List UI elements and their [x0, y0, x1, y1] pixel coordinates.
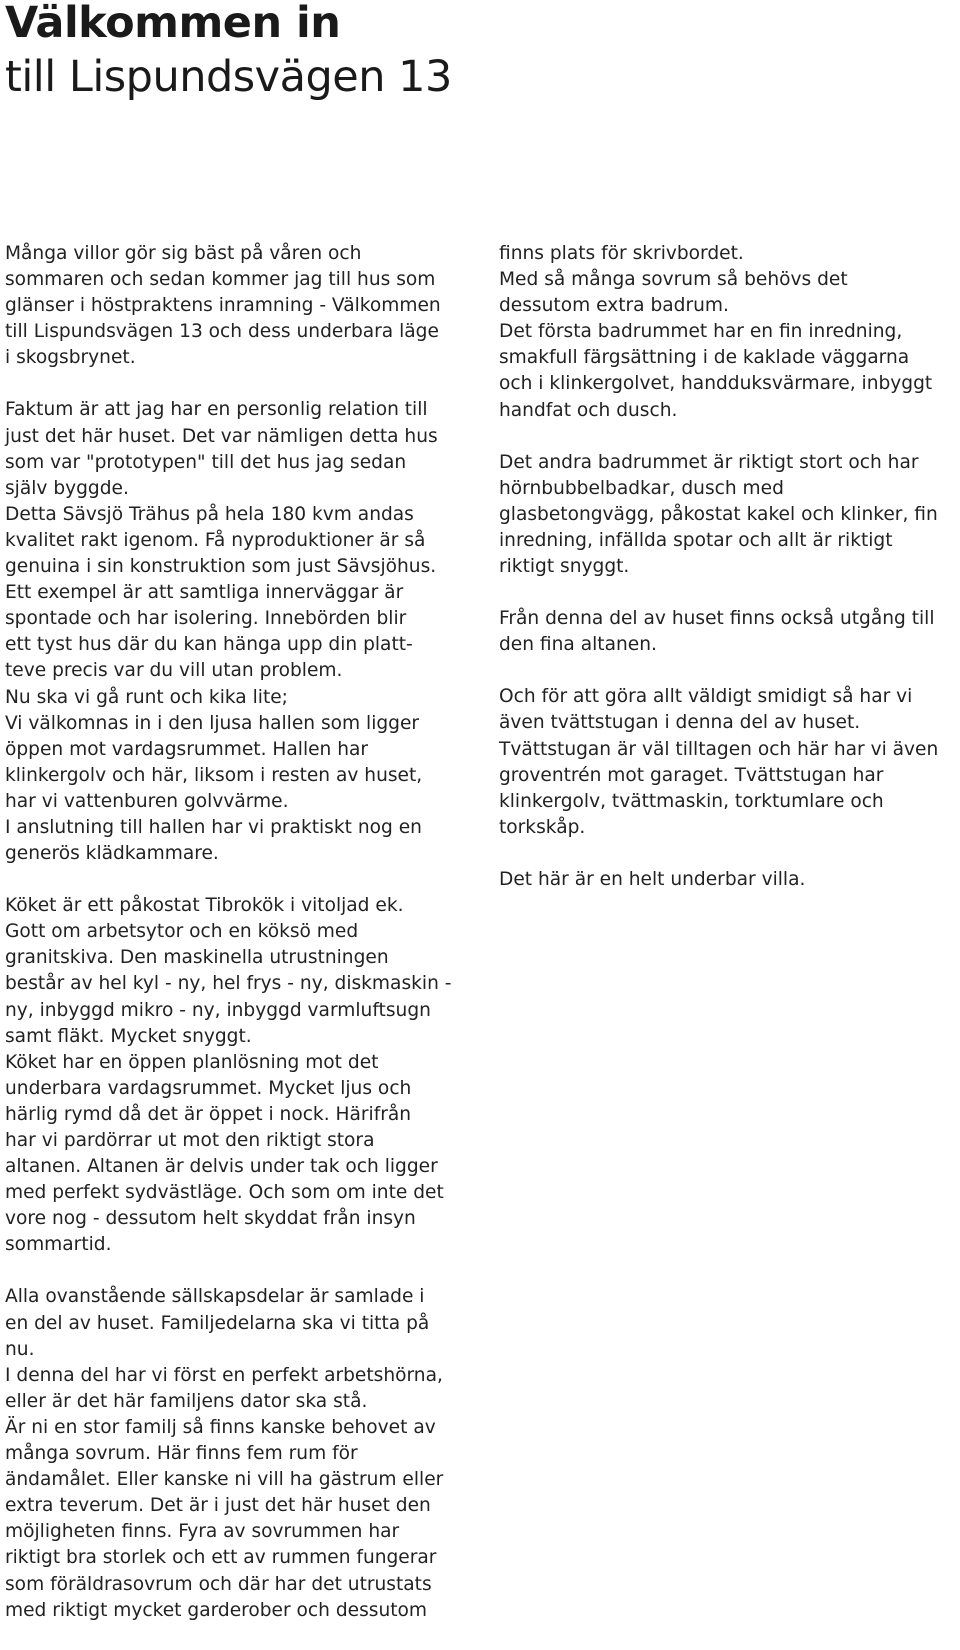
- text-line: kvalitet rakt igenom. Få nyproduktioner är så: [5, 529, 426, 551]
- text-line: öppen mot vardagsrummet. Hallen har: [5, 738, 369, 760]
- paragraph: [499, 606, 960, 658]
- text-line: ett tyst hus där du kan hänga upp din platt-: [5, 634, 413, 656]
- text-line: Det andra badrummet är riktigt stort och har: [499, 451, 919, 473]
- text-line: Det första badrummet har en fin inredning,: [499, 321, 903, 343]
- right-text-column: [499, 241, 960, 919]
- left-text-column: [5, 241, 475, 1650]
- text-line: Vi välkomnas in i den ljusa hallen som ligger: [5, 712, 420, 734]
- text-line: extra teverum. Det är i just det här huset den: [5, 1495, 431, 1517]
- text-line: nu.: [5, 1338, 35, 1360]
- paragraph: [5, 241, 475, 371]
- text-line: Med så många sovrum så behövs det: [499, 269, 848, 291]
- text-line: handfat och dusch.: [499, 399, 678, 421]
- text-line: finns plats för skrivbordet.: [499, 243, 744, 264]
- text-line: Från denna del av huset finns också utgång till: [499, 608, 935, 630]
- title-line-2: till Lispundsvägen 13: [5, 52, 452, 102]
- text-line: genuina i sin konstruktion som just Sävsjöhus.: [5, 556, 437, 578]
- text-line: underbara vardagsrummet. Mycket ljus och: [5, 1077, 412, 1099]
- text-line: Köket har en öppen planlösning mot det: [5, 1051, 379, 1073]
- text-line: Faktum är att jag har en personlig relation till: [5, 399, 428, 421]
- text-line: teve precis var du vill utan problem.: [5, 660, 343, 682]
- paragraph: [499, 867, 960, 893]
- text-line: eller är det här familjens dator ska stå.: [5, 1390, 368, 1412]
- text-line: Gott om arbetsytor och en köksö med: [5, 921, 359, 943]
- text-line: Är ni en stor familj så finns kanske behovet av: [5, 1416, 436, 1438]
- text-line: glänser i höstpraktens inramning - Välkommen: [5, 295, 441, 317]
- text-line: riktigt bra storlek och ett av rummen fungerar: [5, 1547, 437, 1569]
- text-line: smakfull färgsättning i de kaklade väggarna: [499, 347, 910, 369]
- page-title: [5, 0, 905, 107]
- text-line: ny, inbyggd mikro - ny, inbyggd varmluftsugn: [5, 999, 431, 1021]
- text-line: glasbetongvägg, påkostat kakel och klinker, fin: [499, 503, 938, 525]
- paragraph: [499, 684, 960, 841]
- text-line: och i klinkergolvet, handduksvärmare, inbyggt: [499, 373, 933, 395]
- text-line: vore nog - dessutom helt skyddat från insyn: [5, 1208, 416, 1230]
- text-line: klinkergolv, tvättmaskin, torktumlare och: [499, 790, 884, 812]
- text-line: torkskåp.: [499, 816, 586, 838]
- text-line: ändamålet. Eller kanske ni vill ha gästrum eller: [5, 1469, 444, 1491]
- text-line: Ett exempel är att samtliga innerväggar är: [5, 582, 404, 604]
- text-line: generös klädkammare.: [5, 843, 219, 865]
- text-line: som föräldrasovrum och där har det utrustats: [5, 1573, 432, 1595]
- text-line: Tvättstugan är väl tilltagen och här har vi även: [499, 738, 939, 760]
- paragraph: [5, 1284, 475, 1623]
- text-line: har vi pardörrar ut mot den riktigt stora: [5, 1130, 375, 1151]
- text-line: möjligheten finns. Fyra av sovrummen har: [5, 1521, 400, 1543]
- text-line: spontade och har isolering. Innebörden blir: [5, 608, 407, 630]
- text-line: Alla ovanstående sällskapsdelar är samlade i: [5, 1286, 425, 1308]
- text-line: I anslutning till hallen har vi praktiskt nog en: [5, 816, 422, 838]
- text-line: dessutom extra badrum.: [499, 295, 729, 317]
- text-line: Nu ska vi gå runt och kika lite;: [5, 686, 288, 708]
- text-line: i skogsbrynet.: [5, 347, 136, 369]
- text-line: till Lispundsvägen 13 och dess underbara läge: [5, 321, 439, 343]
- text-line: riktigt snyggt.: [499, 556, 630, 578]
- text-line: groventrén mot garaget. Tvättstugan har: [499, 764, 884, 786]
- text-line: själv byggde.: [5, 477, 129, 499]
- paragraph: [5, 397, 475, 867]
- text-line: den fina altanen.: [499, 634, 657, 656]
- text-line: Och för att göra allt väldigt smidigt så har vi: [499, 686, 913, 708]
- text-line: granitskiva. Den maskinella utrustningen: [5, 947, 389, 969]
- text-line: Köket är ett påkostat Tibrokök i vitoljad ek.: [5, 895, 404, 917]
- text-line: Många villor gör sig bäst på våren och: [5, 243, 362, 264]
- title-line-1: Välkommen in: [5, 0, 341, 48]
- text-line: Det här är en helt underbar villa.: [499, 868, 806, 890]
- text-line: härlig rymd då det är öppet i nock. Härifrån: [5, 1103, 412, 1125]
- text-line: just det här huset. Det var nämligen detta hus: [5, 425, 438, 447]
- text-line: samt fläkt. Mycket snyggt.: [5, 1025, 252, 1047]
- text-line: som var "prototypen" till det hus jag sedan: [5, 451, 407, 473]
- text-line: sommartid.: [5, 1234, 112, 1256]
- text-line: Detta Sävsjö Trähus på hela 180 kvm andas: [5, 503, 414, 525]
- text-line: med riktigt mycket garderober och dessutom: [5, 1599, 428, 1621]
- text-line: sommaren och sedan kommer jag till hus som: [5, 269, 436, 291]
- text-line: altanen. Altanen är delvis under tak och ligger: [5, 1156, 438, 1178]
- text-line: många sovrum. Här finns fem rum för: [5, 1443, 358, 1465]
- text-line: har vi vattenburen golvvärme.: [5, 790, 289, 812]
- text-line: klinkergolv och här, liksom i resten av huset,: [5, 764, 423, 786]
- paragraph: [5, 893, 475, 1258]
- text-line: inredning, infällda spotar och allt är riktigt: [499, 529, 893, 551]
- text-line: en del av huset. Familjedelarna ska vi titta på: [5, 1312, 430, 1334]
- text-line: I denna del har vi först en perfekt arbetshörna,: [5, 1364, 443, 1386]
- text-line: består av hel kyl - ny, hel frys - ny, diskmaskin -: [5, 973, 452, 995]
- text-line: hörnbubbelbadkar, dusch med: [499, 477, 784, 499]
- text-line: med perfekt sydvästläge. Och som om inte det: [5, 1182, 444, 1204]
- paragraph: [499, 241, 960, 424]
- paragraph: [499, 450, 960, 580]
- text-line: även tvättstugan i denna del av huset.: [499, 712, 861, 734]
